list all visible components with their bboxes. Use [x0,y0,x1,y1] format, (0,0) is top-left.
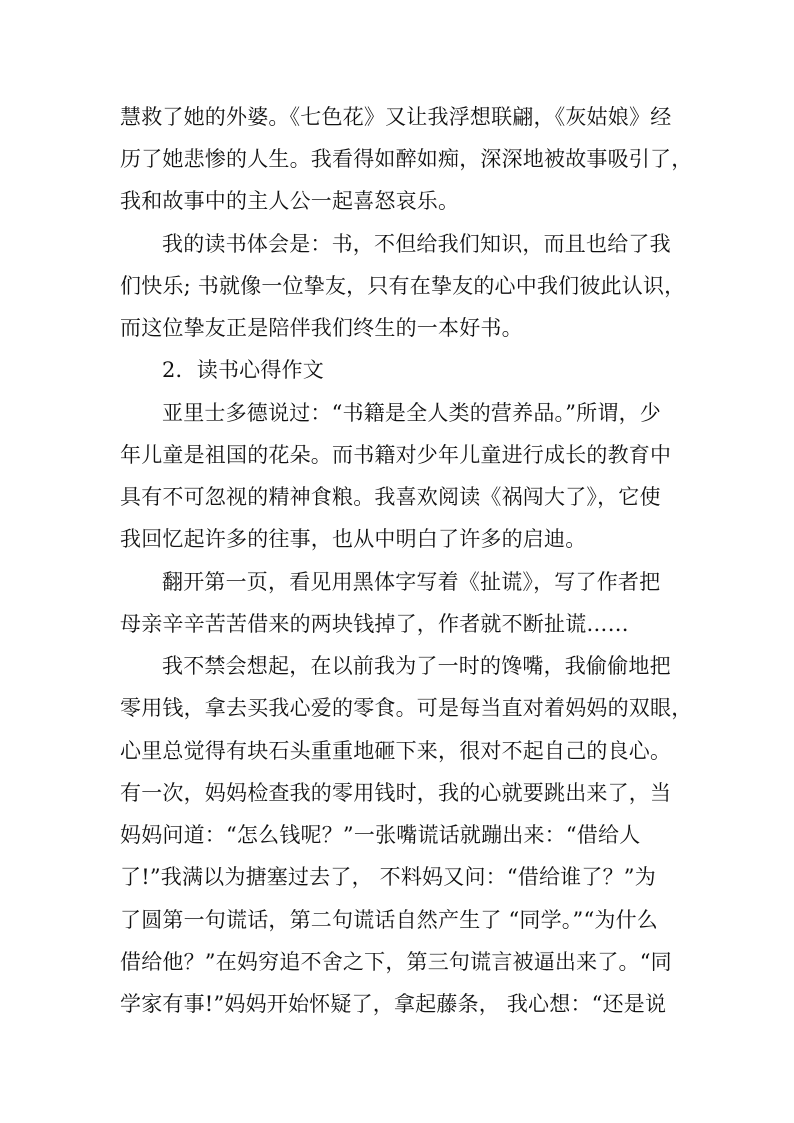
text-line: 母亲辛辛苦苦借来的两块钱掉了，作者就不断扯谎…… [120,612,629,636]
text-line: 心里总觉得有块石头重重地砸下来，很对不起自己的良心。 [120,739,672,763]
text-line: 年儿童是祖国的花朵。而书籍对少年儿童进行成长的教育中 [120,443,672,467]
text-line: 我不禁会想起，在以前我为了一时的馋嘴，我偷偷地把 [162,654,671,678]
text-line: 借给他？”在妈穷追不舍之下，第三句谎言被逼出来了。“同 [120,950,672,974]
text-line: 了!”我满以为搪塞过去了， 不料妈又问：“借给谁了？”为 [120,865,656,889]
text-line: 我回忆起许多的往事，也从中明白了许多的启迪。 [120,527,587,551]
text-line: 翻开第一页，看见用黑体字写着《扯谎》，写了作者把 [162,570,661,594]
text-line: 我和故事中的主人公一起喜怒哀乐。 [120,189,460,213]
text-line: 有一次，妈妈检查我的零用钱时，我的心就要跳出来了，当 [120,781,672,805]
text-line: 而这位挚友正是陪伴我们终生的一本好书。 [120,316,523,340]
text-line: 妈妈问道：“怎么钱呢？”一张嘴谎话就蹦出来：“借给人 [120,823,641,847]
text-line: 慧救了她的外婆。《七色花》又让我浮想联翩，《灰姑娘》经 [120,105,672,129]
text-line: 我的读书体会是：书，不但给我们知识，而且也给了我 [162,232,671,256]
text-line: 具有不可忽视的精神食粮。我喜欢阅读《祸闯大了》，它使 [120,485,661,509]
text-line: 学家有事!”妈妈开始怀疑了，拿起藤条， 我心想：“还是说 [120,992,667,1016]
text-line: 亚里士多德说过：“书籍是全人类的营养品。”所谓，少 [162,401,661,425]
text-line: 们快乐; 书就像一位挚友，只有在挚友的心中我们彼此认识， [120,274,686,298]
text-line: 历了她悲惨的人生。我看得如醉如痴，深深地被故事吸引了， [120,147,693,171]
text-line: 了圆第一句谎话，第二句谎话自然产生了 “同学。”“为什么 [120,908,658,932]
section-heading: 2．读书心得作文 [162,358,324,382]
text-line: 零用钱，拿去买我心爱的零食。可是每当直对着妈妈的双眼， [120,696,693,720]
